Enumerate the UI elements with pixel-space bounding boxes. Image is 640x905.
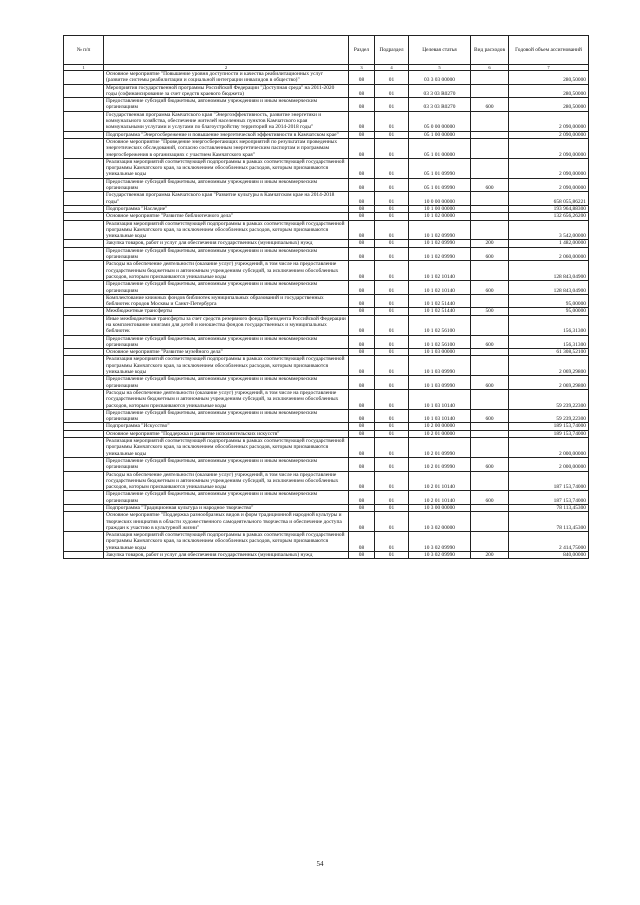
item-name-cell: Реализация мероприятий соответствующей подпрограммы в рамках соответствующей государственной программы Камчатского края, за исключением обособленных расходов, которым присваиваются уникальные коды bbox=[104, 158, 349, 178]
item-name-cell: Основное мероприятие "Поддержка и развитие исполнительских искусств" bbox=[104, 430, 349, 437]
target-article-cell: 10 2 01 10140 bbox=[409, 471, 471, 491]
podrazdel-cell: 01 bbox=[375, 335, 409, 349]
target-article-cell: 03 3 03 R0270 bbox=[409, 98, 471, 112]
target-article-cell: 10 1 02 09990 bbox=[409, 240, 471, 247]
row-number-cell bbox=[64, 178, 104, 192]
razdel-cell: 08 bbox=[349, 213, 375, 220]
podrazdel-cell: 01 bbox=[375, 294, 409, 308]
column-number: 7 bbox=[509, 65, 589, 71]
column-number: 6 bbox=[471, 65, 509, 71]
target-article-cell: 10 3 00 00000 bbox=[409, 505, 471, 512]
podrazdel-cell: 01 bbox=[375, 240, 409, 247]
amount-cell: 2 000,00000 bbox=[509, 457, 589, 471]
expense-type-cell bbox=[471, 220, 509, 240]
row-number-cell bbox=[64, 220, 104, 240]
table-header-row bbox=[64, 36, 589, 65]
target-article-cell: 10 1 00 00000 bbox=[409, 205, 471, 212]
expense-type-cell bbox=[471, 423, 509, 430]
table-row bbox=[64, 178, 589, 192]
podrazdel-cell: 01 bbox=[375, 308, 409, 315]
row-number-cell bbox=[64, 192, 104, 206]
table-row bbox=[64, 71, 589, 85]
item-name-cell: Межбюджетные трансферты bbox=[104, 308, 349, 315]
item-name-cell: Закупка товаров, работ и услуг для обеспечения государственных (муниципальных) нужд bbox=[104, 240, 349, 247]
podrazdel-cell: 01 bbox=[375, 491, 409, 505]
item-name-cell: Закупка товаров, работ и услуг для обеспечения государственных (муниципальных) нужд bbox=[104, 552, 349, 559]
item-name-cell: Предоставление субсидий бюджетным, автономным учреждениям и иным некоммерческим организациям bbox=[104, 335, 349, 349]
row-number-cell bbox=[64, 376, 104, 390]
amount-cell: 189 153,74000 bbox=[509, 423, 589, 430]
header-cell: Годовой объем ассигнований bbox=[509, 36, 589, 65]
row-number-cell bbox=[64, 532, 104, 552]
expense-type-cell bbox=[471, 532, 509, 552]
target-article-cell: 10 3 02 09990 bbox=[409, 552, 471, 559]
expense-type-cell bbox=[471, 213, 509, 220]
table-row bbox=[64, 98, 589, 112]
row-number-cell bbox=[64, 356, 104, 376]
expense-type-cell bbox=[471, 512, 509, 532]
target-article-cell: 10 1 03 00000 bbox=[409, 349, 471, 356]
target-article-cell: 10 1 02 56100 bbox=[409, 315, 471, 335]
row-number-cell bbox=[64, 281, 104, 295]
amount-cell: 3 542,00000 bbox=[509, 220, 589, 240]
podrazdel-cell: 01 bbox=[375, 213, 409, 220]
table-row bbox=[64, 308, 589, 315]
podrazdel-cell: 01 bbox=[375, 192, 409, 206]
expense-type-cell: 200 bbox=[471, 240, 509, 247]
column-number: 1 bbox=[64, 65, 104, 71]
expense-type-cell bbox=[471, 158, 509, 178]
row-number-cell bbox=[64, 409, 104, 423]
expense-type-cell bbox=[471, 138, 509, 158]
target-article-cell: 10 1 02 09990 bbox=[409, 220, 471, 240]
target-article-cell: 05 0 00 00000 bbox=[409, 111, 471, 131]
item-name-cell: Основное мероприятие "Развитие библиотечного дела" bbox=[104, 213, 349, 220]
razdel-cell: 08 bbox=[349, 491, 375, 505]
header-cell: Подраздел bbox=[375, 36, 409, 65]
row-number-cell bbox=[64, 512, 104, 532]
razdel-cell: 08 bbox=[349, 138, 375, 158]
expense-type-cell bbox=[471, 192, 509, 206]
table-row bbox=[64, 491, 589, 505]
item-name-cell: Основное мероприятие "Проведение энергосберегающих мероприятий по результатам проведенных энергетических обследований, согласно составленным энергетическим паспортам и программам энергосбережения в организациях с участием Камчатского края" bbox=[104, 138, 349, 158]
item-name-cell: Предоставление субсидий бюджетным, автономным учреждениям и иным некоммерческим организациям bbox=[104, 491, 349, 505]
amount-cell: 280,50000 bbox=[509, 98, 589, 112]
amount-cell: 128 843,04900 bbox=[509, 281, 589, 295]
table-row bbox=[64, 471, 589, 491]
target-article-cell: 10 1 02 10140 bbox=[409, 281, 471, 295]
razdel-cell: 08 bbox=[349, 423, 375, 430]
expense-type-cell bbox=[471, 111, 509, 131]
amount-cell: 2 414,75000 bbox=[509, 532, 589, 552]
amount-cell: 840,00000 bbox=[509, 552, 589, 559]
podrazdel-cell: 01 bbox=[375, 220, 409, 240]
row-number-cell bbox=[64, 438, 104, 458]
item-name-cell: Комплектование книжных фондов библиотек муниципальных образований и государственных библиотек городов Москвы и Санкт-Петербурга bbox=[104, 294, 349, 308]
razdel-cell: 08 bbox=[349, 261, 375, 281]
item-name-cell: Подпрограмма "Искусство" bbox=[104, 423, 349, 430]
podrazdel-cell: 01 bbox=[375, 471, 409, 491]
amount-cell: 187 153,74000 bbox=[509, 471, 589, 491]
podrazdel-cell: 01 bbox=[375, 552, 409, 559]
razdel-cell: 08 bbox=[349, 240, 375, 247]
row-number-cell bbox=[64, 84, 104, 98]
razdel-cell: 08 bbox=[349, 349, 375, 356]
razdel-cell: 08 bbox=[349, 532, 375, 552]
podrazdel-cell: 01 bbox=[375, 389, 409, 409]
header-cell: Вид расходов bbox=[471, 36, 509, 65]
podrazdel-cell: 01 bbox=[375, 438, 409, 458]
item-name-cell: Реализация мероприятий соответствующей подпрограммы в рамках соответствующей государственной программы Камчатского края, за исключением обособленных расходов, которым присваиваются уникальные коды bbox=[104, 532, 349, 552]
target-article-cell: 10 3 02 00000 bbox=[409, 512, 471, 532]
target-article-cell: 03 3 03 R0270 bbox=[409, 84, 471, 98]
item-name-cell: Мероприятия государственной программы Российской Федерации "Доступная среда" на 2011-2020 годы (софинансирование за счет средств краевого бюджета) bbox=[104, 84, 349, 98]
amount-cell: 2 090,00000 bbox=[509, 158, 589, 178]
razdel-cell: 08 bbox=[349, 409, 375, 423]
row-number-cell bbox=[64, 261, 104, 281]
row-number-cell bbox=[64, 205, 104, 212]
podrazdel-cell: 01 bbox=[375, 356, 409, 376]
expense-type-cell bbox=[471, 349, 509, 356]
target-article-cell: 10 0 00 00000 bbox=[409, 192, 471, 206]
target-article-cell: 10 1 03 10140 bbox=[409, 409, 471, 423]
table-row bbox=[64, 335, 589, 349]
item-name-cell: Предоставление субсидий бюджетным, автономным учреждениям и иным некоммерческим организациям bbox=[104, 98, 349, 112]
header-cell: Целевая статья bbox=[409, 36, 471, 65]
amount-cell: 59 239,22300 bbox=[509, 389, 589, 409]
row-number-cell bbox=[64, 98, 104, 112]
razdel-cell: 08 bbox=[349, 457, 375, 471]
podrazdel-cell: 01 bbox=[375, 138, 409, 158]
target-article-cell: 10 1 02 51440 bbox=[409, 294, 471, 308]
podrazdel-cell: 01 bbox=[375, 84, 409, 98]
item-name-cell: Предоставление субсидий бюджетным, автономным учреждениям и иным некоммерческим организациям bbox=[104, 178, 349, 192]
amount-cell: 95,00000 bbox=[509, 294, 589, 308]
table-row bbox=[64, 356, 589, 376]
row-number-cell bbox=[64, 240, 104, 247]
table-row bbox=[64, 111, 589, 131]
razdel-cell: 08 bbox=[349, 512, 375, 532]
amount-cell: 193 964,88300 bbox=[509, 205, 589, 212]
podrazdel-cell: 01 bbox=[375, 247, 409, 261]
expense-type-cell bbox=[471, 389, 509, 409]
amount-cell: 280,50000 bbox=[509, 84, 589, 98]
item-name-cell: Предоставление субсидий бюджетным, автономным учреждениям и иным некоммерческим организациям bbox=[104, 409, 349, 423]
table-row bbox=[64, 138, 589, 158]
amount-cell: 2 000,00000 bbox=[509, 438, 589, 458]
header-cell bbox=[104, 36, 349, 65]
table-body bbox=[64, 71, 589, 559]
expense-type-cell bbox=[471, 205, 509, 212]
row-number-cell bbox=[64, 247, 104, 261]
item-name-cell: Предоставление субсидий бюджетным, автономным учреждениям и иным некоммерческим организациям bbox=[104, 247, 349, 261]
table-row bbox=[64, 315, 589, 335]
table-row bbox=[64, 158, 589, 178]
row-number-cell bbox=[64, 505, 104, 512]
column-number: 3 bbox=[349, 65, 375, 71]
expense-type-cell: 600 bbox=[471, 409, 509, 423]
target-article-cell: 10 2 01 09990 bbox=[409, 438, 471, 458]
table-row bbox=[64, 532, 589, 552]
row-number-cell bbox=[64, 308, 104, 315]
target-article-cell: 05 1 01 09990 bbox=[409, 178, 471, 192]
item-name-cell: Основное мероприятие "Развитие музейного дела" bbox=[104, 349, 349, 356]
table-row bbox=[64, 213, 589, 220]
row-number-cell bbox=[64, 457, 104, 471]
row-number-cell bbox=[64, 315, 104, 335]
item-name-cell: Государственная программа Камчатского края "Энергоэффективность, развитие энергетики и коммунального хозяйства, обеспечение жителей населенных пунктов Камчатского края коммунальными услугами и услугами по благоустройству территорий на 2014-2018 годы" bbox=[104, 111, 349, 131]
column-number: 2 bbox=[104, 65, 349, 71]
table-row bbox=[64, 220, 589, 240]
razdel-cell: 08 bbox=[349, 389, 375, 409]
podrazdel-cell: 01 bbox=[375, 98, 409, 112]
target-article-cell: 05 1 01 09990 bbox=[409, 158, 471, 178]
podrazdel-cell: 01 bbox=[375, 423, 409, 430]
expense-type-cell: 600 bbox=[471, 491, 509, 505]
podrazdel-cell: 01 bbox=[375, 131, 409, 138]
row-number-cell bbox=[64, 138, 104, 158]
table-row bbox=[64, 131, 589, 138]
podrazdel-cell: 01 bbox=[375, 349, 409, 356]
expense-type-cell bbox=[471, 438, 509, 458]
razdel-cell: 08 bbox=[349, 192, 375, 206]
table-row bbox=[64, 240, 589, 247]
razdel-cell: 08 bbox=[349, 430, 375, 437]
budget-sheet bbox=[63, 35, 588, 559]
razdel-cell: 08 bbox=[349, 471, 375, 491]
item-name-cell: Подпрограмма "Энергосбережение и повышение энергетической эффективности в Камчатском крае" bbox=[104, 131, 349, 138]
row-number-cell bbox=[64, 349, 104, 356]
razdel-cell: 08 bbox=[349, 315, 375, 335]
razdel-cell: 08 bbox=[349, 308, 375, 315]
table-row bbox=[64, 512, 589, 532]
table-row bbox=[64, 247, 589, 261]
expense-type-cell: 600 bbox=[471, 457, 509, 471]
expense-type-cell: 600 bbox=[471, 178, 509, 192]
table-row bbox=[64, 261, 589, 281]
item-name-cell: Расходы на обеспечение деятельности (оказание услуг) учреждений, в том числе на предоставление государственным бюджетным и автономным учреждениям субсидий, за исключением обособленных расходов, которым присваиваются уникальные коды bbox=[104, 471, 349, 491]
podrazdel-cell: 01 bbox=[375, 261, 409, 281]
podrazdel-cell: 01 bbox=[375, 512, 409, 532]
table-row bbox=[64, 205, 589, 212]
target-article-cell: 10 1 03 10140 bbox=[409, 389, 471, 409]
item-name-cell: Предоставление субсидий бюджетным, автономным учреждениям и иным некоммерческим организациям bbox=[104, 281, 349, 295]
razdel-cell: 08 bbox=[349, 158, 375, 178]
expense-type-cell bbox=[471, 261, 509, 281]
row-number-cell bbox=[64, 491, 104, 505]
item-name-cell: Предоставление субсидий бюджетным, автономным учреждениям и иным некоммерческим организациям bbox=[104, 457, 349, 471]
column-number: 5 bbox=[409, 65, 471, 71]
table-row bbox=[64, 84, 589, 98]
razdel-cell: 08 bbox=[349, 281, 375, 295]
razdel-cell: 08 bbox=[349, 294, 375, 308]
table-row bbox=[64, 409, 589, 423]
table-row bbox=[64, 294, 589, 308]
amount-cell: 156,31300 bbox=[509, 335, 589, 349]
row-number-cell bbox=[64, 111, 104, 131]
table-row bbox=[64, 192, 589, 206]
razdel-cell: 08 bbox=[349, 356, 375, 376]
item-name-cell: Подпрограмма "Традиционная культура и народное творчество" bbox=[104, 505, 349, 512]
item-name-cell: Государственная программа Камчатского края "Развитие культуры в Камчатском крае на 2014-2018 годы" bbox=[104, 192, 349, 206]
row-number-cell bbox=[64, 423, 104, 430]
table-row bbox=[64, 430, 589, 437]
expense-type-cell: 600 bbox=[471, 98, 509, 112]
target-article-cell: 10 1 02 51440 bbox=[409, 308, 471, 315]
expense-type-cell bbox=[471, 294, 509, 308]
target-article-cell: 10 2 01 10140 bbox=[409, 491, 471, 505]
amount-cell: 189 153,74000 bbox=[509, 430, 589, 437]
podrazdel-cell: 01 bbox=[375, 409, 409, 423]
expense-type-cell: 200 bbox=[471, 552, 509, 559]
razdel-cell: 08 bbox=[349, 376, 375, 390]
amount-cell: 128 843,04900 bbox=[509, 261, 589, 281]
target-article-cell: 10 2 01 00000 bbox=[409, 430, 471, 437]
podrazdel-cell: 01 bbox=[375, 158, 409, 178]
item-name-cell: Иные межбюджетные трансферты за счет средств резервного фонда Президента Российской Федерации на комплектование книгами для детей и юношества фондов государственных и муниципальных библиотек bbox=[104, 315, 349, 335]
expense-type-cell: 600 bbox=[471, 335, 509, 349]
item-name-cell: Основное мероприятие "Повышение уровня доступности и качества реабилитационных услуг (развитие системы реабилитации и социальной интеграции инвалидов в общество)" bbox=[104, 71, 349, 85]
target-article-cell: 03 3 03 00000 bbox=[409, 71, 471, 85]
podrazdel-cell: 01 bbox=[375, 315, 409, 335]
table-row bbox=[64, 423, 589, 430]
expense-type-cell bbox=[471, 505, 509, 512]
target-article-cell: 05 1 00 00000 bbox=[409, 131, 471, 138]
row-number-cell bbox=[64, 335, 104, 349]
expense-type-cell: 600 bbox=[471, 281, 509, 295]
amount-cell: 2 060,00000 bbox=[509, 247, 589, 261]
amount-cell: 2 069,29800 bbox=[509, 376, 589, 390]
column-number: 4 bbox=[375, 65, 409, 71]
amount-cell: 156,31300 bbox=[509, 315, 589, 335]
page-number: 54 bbox=[316, 860, 324, 868]
row-number-cell bbox=[64, 389, 104, 409]
item-name-cell: Расходы на обеспечение деятельности (оказание услуг) учреждений, в том числе на предоставление государственным бюджетным и автономным учреждениям субсидий, за исключением обособленных расходов, которым присваиваются уникальные коды bbox=[104, 261, 349, 281]
podrazdel-cell: 01 bbox=[375, 532, 409, 552]
target-article-cell: 10 1 02 10140 bbox=[409, 261, 471, 281]
razdel-cell: 08 bbox=[349, 111, 375, 131]
amount-cell: 2 090,00000 bbox=[509, 178, 589, 192]
row-number-cell bbox=[64, 71, 104, 85]
item-name-cell: Реализация мероприятий соответствующей подпрограммы в рамках соответствующей государственной программы Камчатского края, за исключением обособленных расходов, которым присваиваются уникальные коды bbox=[104, 356, 349, 376]
expense-type-cell: 600 bbox=[471, 376, 509, 390]
row-number-cell bbox=[64, 213, 104, 220]
expense-type-cell: 600 bbox=[471, 247, 509, 261]
target-article-cell: 10 1 03 09990 bbox=[409, 356, 471, 376]
amount-cell: 78 113,45300 bbox=[509, 512, 589, 532]
amount-cell: 2 069,29800 bbox=[509, 356, 589, 376]
podrazdel-cell: 01 bbox=[375, 111, 409, 131]
item-name-cell: Подпрограмма "Наследие" bbox=[104, 205, 349, 212]
amount-cell: 2 090,00000 bbox=[509, 138, 589, 158]
razdel-cell: 08 bbox=[349, 220, 375, 240]
target-article-cell: 10 1 02 56100 bbox=[409, 335, 471, 349]
expense-type-cell bbox=[471, 315, 509, 335]
razdel-cell: 08 bbox=[349, 98, 375, 112]
razdel-cell: 08 bbox=[349, 178, 375, 192]
table-row bbox=[64, 457, 589, 471]
razdel-cell: 08 bbox=[349, 335, 375, 349]
table-row bbox=[64, 505, 589, 512]
razdel-cell: 08 bbox=[349, 84, 375, 98]
target-article-cell: 10 1 02 00000 bbox=[409, 213, 471, 220]
amount-cell: 1 482,00000 bbox=[509, 240, 589, 247]
razdel-cell: 08 bbox=[349, 71, 375, 85]
target-article-cell: 10 3 02 09990 bbox=[409, 532, 471, 552]
row-number-cell bbox=[64, 471, 104, 491]
podrazdel-cell: 01 bbox=[375, 178, 409, 192]
amount-cell: 59 239,22300 bbox=[509, 409, 589, 423]
amount-cell: 95,00000 bbox=[509, 308, 589, 315]
amount-cell: 2 090,00000 bbox=[509, 111, 589, 131]
table-row bbox=[64, 552, 589, 559]
item-name-cell: Реализация мероприятий соответствующей подпрограммы в рамках соответствующей государственной программы Камчатского края, за исключением обособленных расходов, которым присваиваются уникальные коды bbox=[104, 220, 349, 240]
row-number-cell bbox=[64, 294, 104, 308]
table-row bbox=[64, 389, 589, 409]
target-article-cell: 10 1 03 09990 bbox=[409, 376, 471, 390]
row-number-cell bbox=[64, 552, 104, 559]
expense-type-cell bbox=[471, 131, 509, 138]
expense-type-cell bbox=[471, 84, 509, 98]
target-article-cell: 10 1 02 09990 bbox=[409, 247, 471, 261]
table-row bbox=[64, 438, 589, 458]
amount-cell: 658 055,86221 bbox=[509, 192, 589, 206]
target-article-cell: 05 1 01 00000 bbox=[409, 138, 471, 158]
expense-type-cell bbox=[471, 471, 509, 491]
item-name-cell: Предоставление субсидий бюджетным, автономным учреждениям и иным некоммерческим организациям bbox=[104, 376, 349, 390]
table-row bbox=[64, 281, 589, 295]
table-row bbox=[64, 376, 589, 390]
amount-cell: 78 113,45300 bbox=[509, 505, 589, 512]
razdel-cell: 08 bbox=[349, 505, 375, 512]
amount-cell: 187 153,74000 bbox=[509, 491, 589, 505]
razdel-cell: 08 bbox=[349, 552, 375, 559]
podrazdel-cell: 01 bbox=[375, 430, 409, 437]
podrazdel-cell: 01 bbox=[375, 505, 409, 512]
razdel-cell: 08 bbox=[349, 438, 375, 458]
expense-type-cell bbox=[471, 356, 509, 376]
table-row bbox=[64, 349, 589, 356]
podrazdel-cell: 01 bbox=[375, 457, 409, 471]
item-name-cell: Реализация мероприятий соответствующей подпрограммы в рамках соответствующей государственной программы Камчатского края, за исключением обособленных расходов, которым присваиваются уникальные коды bbox=[104, 438, 349, 458]
budget-table bbox=[63, 35, 589, 559]
amount-cell: 61 308,52100 bbox=[509, 349, 589, 356]
item-name-cell: Основное мероприятие "Поддержка разнообразных видов и форм традиционной народной культуры и творческих инициатив в области художественного самодеятельного творчества и обеспечение доступа граждан к участию в культурной жизни" bbox=[104, 512, 349, 532]
amount-cell: 132 656,26200 bbox=[509, 213, 589, 220]
header-cell: № п/п bbox=[64, 36, 104, 65]
razdel-cell: 08 bbox=[349, 247, 375, 261]
item-name-cell: Расходы на обеспечение деятельности (оказание услуг) учреждений, в том числе на предоставление государственным бюджетным и автономным учреждениям субсидий, за исключением обособленных расходов, которым присваиваются уникальные коды bbox=[104, 389, 349, 409]
row-number-cell bbox=[64, 131, 104, 138]
expense-type-cell bbox=[471, 430, 509, 437]
amount-cell: 280,50000 bbox=[509, 71, 589, 85]
target-article-cell: 10 2 01 09990 bbox=[409, 457, 471, 471]
header-cell: Раздел bbox=[349, 36, 375, 65]
row-number-cell bbox=[64, 430, 104, 437]
podrazdel-cell: 01 bbox=[375, 281, 409, 295]
razdel-cell: 08 bbox=[349, 205, 375, 212]
amount-cell: 2 090,00000 bbox=[509, 131, 589, 138]
row-number-cell bbox=[64, 158, 104, 178]
podrazdel-cell: 01 bbox=[375, 376, 409, 390]
podrazdel-cell: 01 bbox=[375, 205, 409, 212]
razdel-cell: 08 bbox=[349, 131, 375, 138]
expense-type-cell: 500 bbox=[471, 308, 509, 315]
podrazdel-cell: 01 bbox=[375, 71, 409, 85]
target-article-cell: 10 2 00 00000 bbox=[409, 423, 471, 430]
expense-type-cell bbox=[471, 71, 509, 85]
